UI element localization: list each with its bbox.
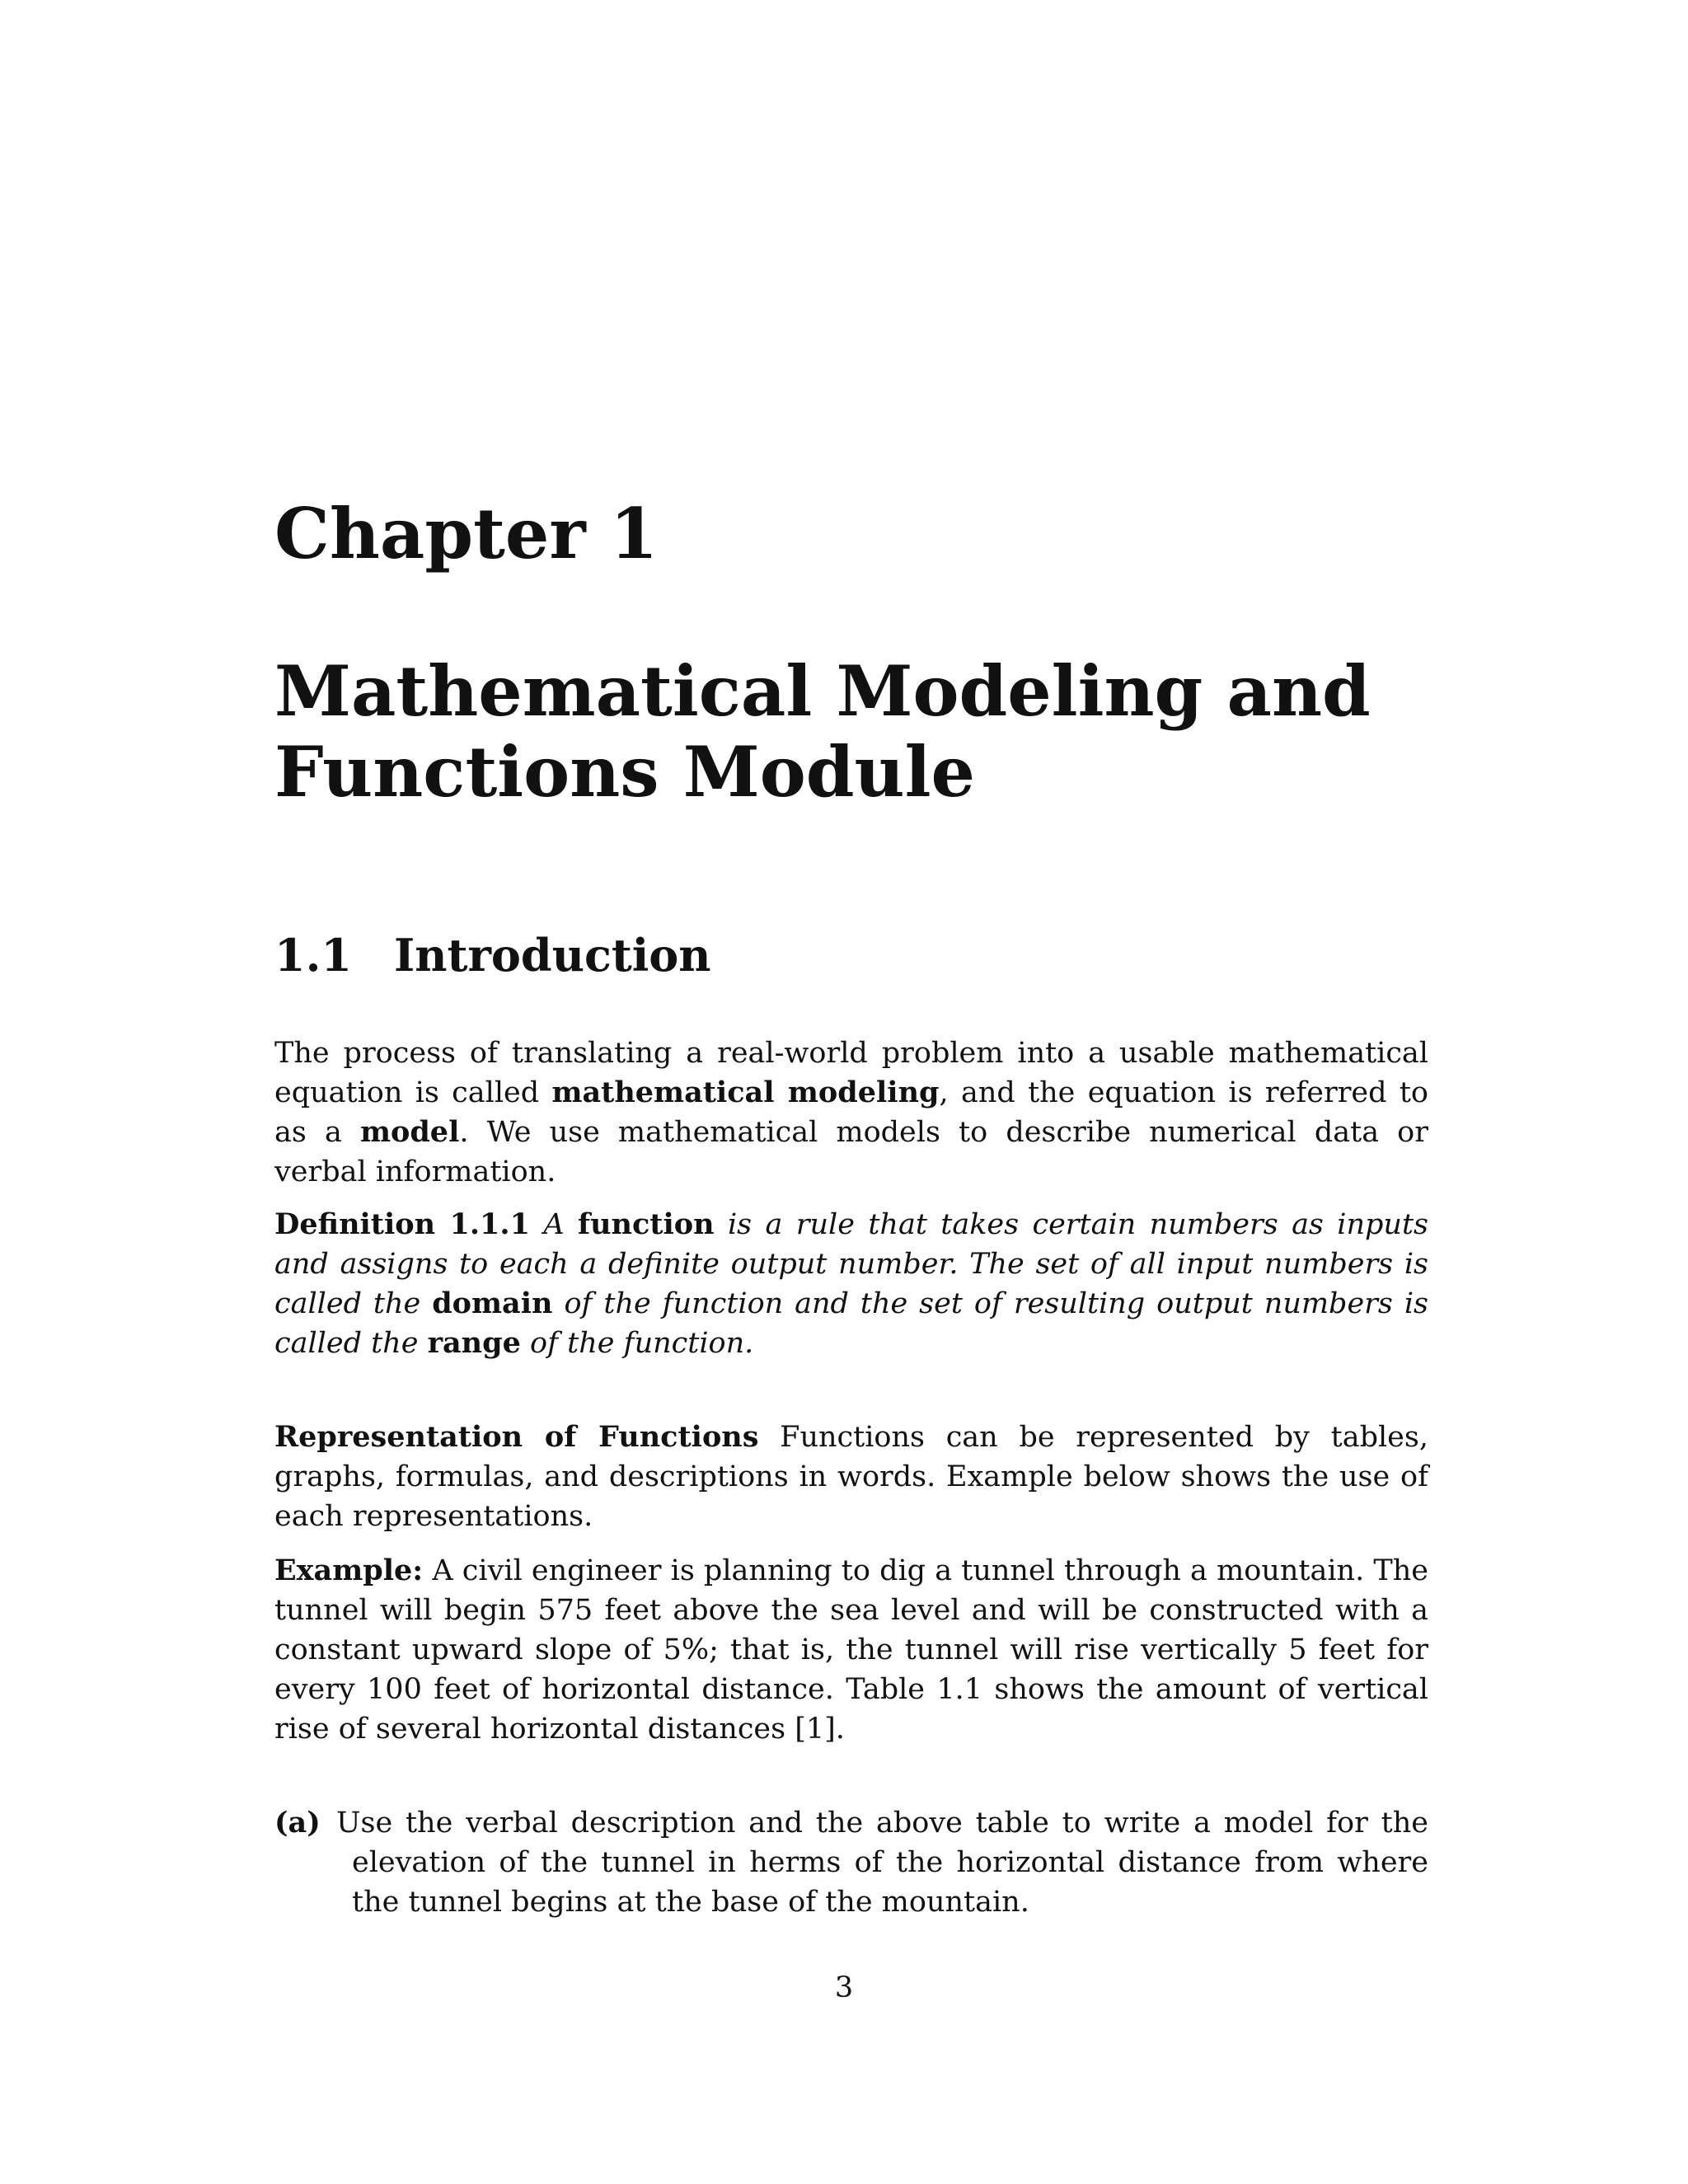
definition-text-1: A xyxy=(543,1208,565,1241)
question-a-marker: (a) xyxy=(274,1806,321,1840)
example-paragraph xyxy=(274,1551,1428,1749)
definition-label: Definition 1.1.1 xyxy=(274,1207,530,1241)
section-heading xyxy=(274,929,711,982)
chapter-title: Mathematical Modeling and Functions Module xyxy=(274,650,1371,813)
definition-text-2: is a rule that takes certain numbers as inputs and assigns to each a definite output number. The set of all input numbers is called the xyxy=(274,1208,1428,1320)
term-mathematical-modeling: mathematical modeling xyxy=(551,1076,940,1109)
example-label: Example: xyxy=(274,1554,424,1587)
intro-paragraph xyxy=(274,1033,1428,1192)
representation-paragraph xyxy=(274,1418,1428,1536)
representation-label: Representation of Functions xyxy=(274,1420,759,1454)
definition-text-4: of the function. xyxy=(530,1327,754,1360)
intro-text-2: , and the equation is referred to as a xyxy=(274,1076,1428,1149)
term-function: function xyxy=(578,1207,715,1241)
term-model: model xyxy=(359,1115,460,1149)
page-number: 3 xyxy=(834,1971,854,2004)
intro-text-3: . We use mathematical models to describe numerical data or verbal information. xyxy=(274,1116,1428,1188)
section-number: 1.1 xyxy=(274,929,352,982)
term-range: range xyxy=(427,1326,521,1360)
definition-text-3: of the function and the set of resulting output numbers is called the xyxy=(274,1287,1428,1360)
term-domain: domain xyxy=(432,1286,553,1320)
definition-block xyxy=(274,1205,1428,1363)
question-a-text: Use the verbal description and the above table to write a model for the elevation of the tunnel in herms of the horizontal distance from where the tunnel begins at the base of the mountain. xyxy=(336,1807,1428,1919)
representation-text: Functions can be represented by tables, graphs, formulas, and descriptions in words. Example below shows the use of each representations. xyxy=(274,1421,1428,1533)
section-title: Introduction xyxy=(394,929,711,982)
chapter-label: Chapter 1 xyxy=(274,493,659,574)
example-text: A civil engineer is planning to dig a tunnel through a mountain. The tunnel will begin 575 feet above the sea level and will be constructed with a constant upward slope of 5%; that is, the tunnel will rise vertically 5 feet for every 100 feet of horizontal distance. Table 1.1 shows the amount of vertical rise of several horizontal distances [1]. xyxy=(274,1554,1428,1746)
intro-text-1: The process of translating a real-world problem into a usable mathematical equation is called xyxy=(274,1037,1428,1109)
question-a xyxy=(274,1803,1428,1922)
